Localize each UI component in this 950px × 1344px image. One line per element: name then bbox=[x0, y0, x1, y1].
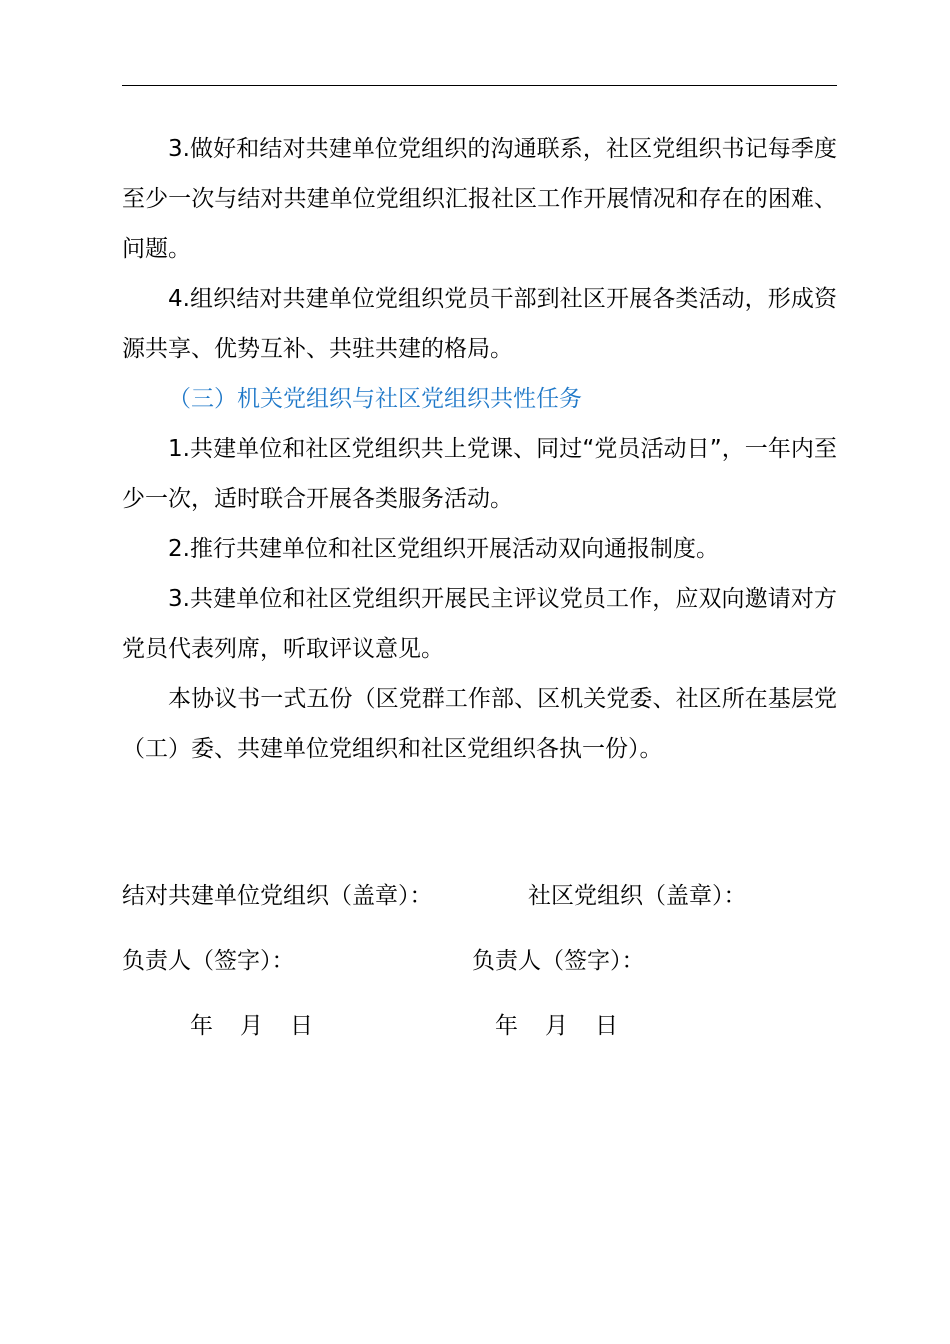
paragraph-item-3: 3.做好和结对共建单位党组织的沟通联系，社区党组织书记每季度至少一次与结对共建单位党组织汇报社区工作开展情况和存在的困难、问题。 bbox=[122, 136, 837, 262]
paragraph-common-2: 2.推行共建单位和社区党组织开展活动双向通报制度。 bbox=[168, 536, 719, 562]
paragraph-common-1: 1.共建单位和社区党组织共上党课、同过“党员活动日”，一年内至少一次，适时联合开展各类服务活动。 bbox=[122, 436, 837, 512]
header-rule bbox=[122, 85, 837, 86]
right-date-year: 年 bbox=[495, 1013, 518, 1039]
paragraph-item-4: 4.组织结对共建单位党组织党员干部到社区开展各类活动，形成资源共享、优势互补、共驻共建的格局。 bbox=[122, 286, 837, 362]
left-date-day: 日 bbox=[290, 1013, 313, 1039]
left-date-month: 月 bbox=[240, 1013, 263, 1039]
paragraph-copies: 本协议书一式五份（区党群工作部、区机关党委、社区所在基层党（工）委、共建单位党组织和社区党组织各执一份）。 bbox=[122, 686, 837, 762]
right-seal-label: 社区党组织（盖章）： bbox=[528, 883, 747, 909]
document-body bbox=[122, 124, 837, 774]
right-date-day: 日 bbox=[595, 1013, 618, 1039]
right-date-month: 月 bbox=[545, 1013, 568, 1039]
left-signer-label: 负责人（签字）： bbox=[122, 948, 295, 974]
paragraph-common-3: 3.共建单位和社区党组织开展民主评议党员工作，应双向邀请对方党员代表列席，听取评议意见。 bbox=[122, 586, 837, 662]
left-seal-label: 结对共建单位党组织（盖章）： bbox=[122, 883, 433, 909]
left-date-year: 年 bbox=[190, 1013, 213, 1039]
section-heading: （三）机关党组织与社区党组织共性任务 bbox=[168, 386, 582, 412]
right-signer-label: 负责人（签字）： bbox=[472, 948, 645, 974]
